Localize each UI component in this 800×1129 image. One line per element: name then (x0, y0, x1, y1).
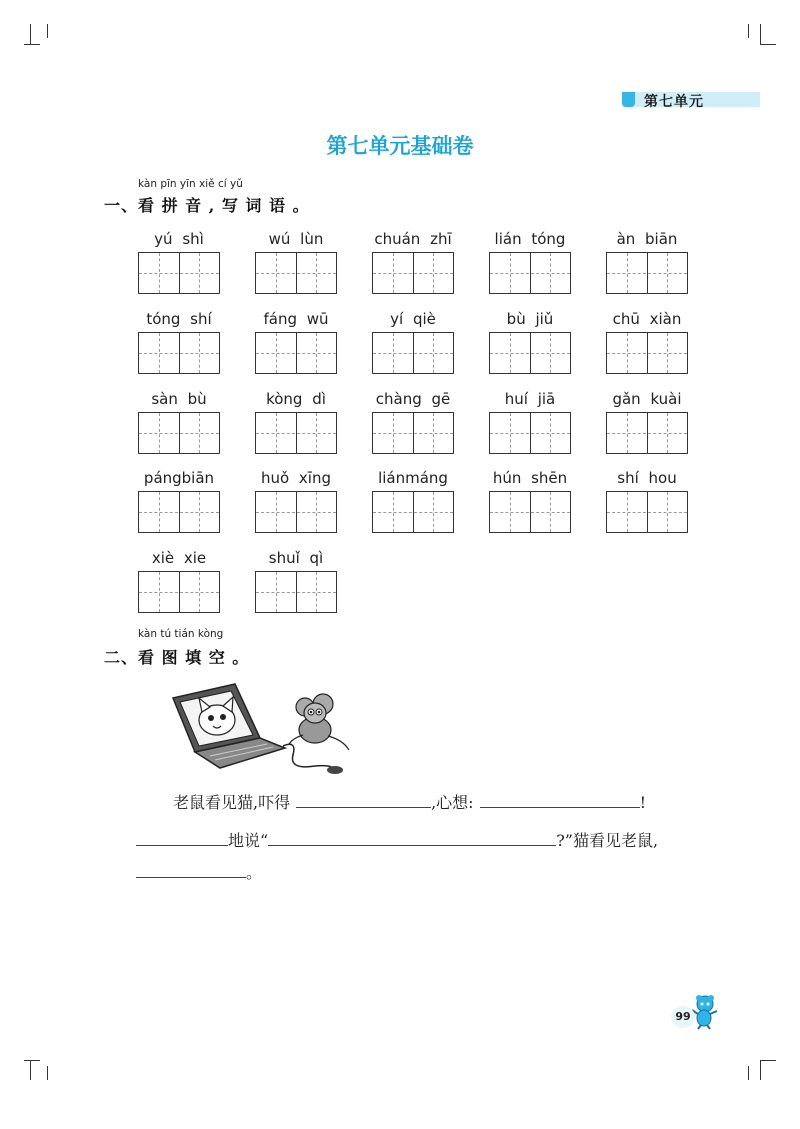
fill-line-3 (136, 860, 262, 883)
pinyin-label: àn biān (616, 230, 678, 248)
unit-tag (622, 92, 760, 110)
fill-text: 老鼠看见猫,吓得 (173, 793, 291, 812)
laptop-cat-mouse-illustration (165, 680, 355, 775)
word-cell (606, 310, 688, 374)
pinyin-label: kòng dì (266, 390, 326, 408)
word-cell (489, 469, 571, 533)
writing-box[interactable] (372, 491, 454, 533)
crop-mark (760, 1060, 776, 1061)
fill-text: ,心想: (431, 793, 474, 812)
word-cell (255, 230, 337, 294)
word-cell (489, 310, 571, 374)
pinyin-label: shí hou (617, 469, 677, 487)
writing-box[interactable] (138, 412, 220, 454)
fill-text: ! (639, 793, 647, 812)
writing-box[interactable] (606, 491, 688, 533)
fill-text: ?”猫看见老鼠, (556, 831, 659, 850)
mascot-icon (690, 994, 720, 1030)
unit-tag-marker (622, 92, 635, 107)
word-cell (138, 469, 220, 533)
word-cell (255, 469, 337, 533)
fill-text: 。 (246, 863, 263, 882)
section2-title: 二、看 图 填 空 。 (104, 648, 250, 667)
answer-blank[interactable] (296, 793, 431, 808)
crop-mark (760, 1060, 761, 1080)
pinyin-label: huǒ xīng (260, 469, 332, 487)
pinyin-label: gǎn kuài (612, 390, 682, 408)
section1-title: 一、看 拼 音 , 写 词 语 。 (104, 196, 310, 215)
crop-mark (748, 1066, 749, 1080)
crop-mark (24, 1060, 40, 1061)
word-cell (138, 310, 220, 374)
word-cell (489, 230, 571, 294)
answer-blank[interactable] (268, 831, 556, 846)
pinyin-label: sàn bù (151, 390, 207, 408)
fill-line-2 (136, 828, 658, 851)
fill-text: 地说“ (228, 831, 269, 850)
word-cell (138, 390, 220, 454)
pinyin-label: chàng gē (375, 390, 451, 408)
word-cell (138, 230, 220, 294)
writing-box[interactable] (255, 491, 337, 533)
word-cell (489, 390, 571, 454)
crop-mark (30, 1060, 31, 1080)
crop-mark (24, 44, 40, 45)
answer-blank[interactable] (136, 863, 246, 878)
pinyin-label: bù jiǔ (506, 310, 554, 328)
crop-mark (748, 24, 749, 38)
pinyin-label: chū xiàn (612, 310, 682, 328)
word-cell (255, 549, 337, 613)
word-cell (255, 310, 337, 374)
fill-line-1 (173, 790, 646, 813)
writing-box[interactable] (255, 571, 337, 613)
crop-mark (760, 44, 776, 45)
pinyin-label: fáng wū (263, 310, 329, 328)
pinyin-label: pángbiān (143, 469, 215, 487)
writing-box[interactable] (489, 252, 571, 294)
writing-box[interactable] (372, 252, 454, 294)
pinyin-label: wú lùn (268, 230, 324, 248)
pinyin-label: tóng shí (146, 310, 212, 328)
writing-box[interactable] (138, 571, 220, 613)
crop-mark (47, 24, 48, 38)
writing-box[interactable] (255, 332, 337, 374)
word-cell (255, 390, 337, 454)
crop-mark (47, 1066, 48, 1080)
writing-box[interactable] (255, 252, 337, 294)
writing-box[interactable] (489, 332, 571, 374)
pinyin-label: shuǐ qì (268, 549, 324, 567)
word-cell (606, 390, 688, 454)
pinyin-label: lián tóng (494, 230, 566, 248)
writing-box[interactable] (138, 332, 220, 374)
pinyin-label: hún shēn (492, 469, 568, 487)
word-cell (372, 310, 454, 374)
writing-box[interactable] (489, 491, 571, 533)
writing-box[interactable] (606, 252, 688, 294)
answer-blank[interactable] (136, 831, 228, 846)
writing-box[interactable] (138, 491, 220, 533)
page-number: 99 (671, 1006, 695, 1028)
writing-box[interactable] (489, 412, 571, 454)
writing-box[interactable] (372, 412, 454, 454)
pinyin-label: liánmáng (378, 469, 448, 487)
pinyin-label: yú shì (154, 230, 204, 248)
word-cell (606, 469, 688, 533)
word-cell (606, 230, 688, 294)
section2-pinyin: kàn tú tián kòng (138, 628, 224, 640)
page-title: 第七单元基础卷 (326, 134, 474, 158)
word-cell (372, 230, 454, 294)
writing-box[interactable] (255, 412, 337, 454)
word-cell (372, 390, 454, 454)
pinyin-label: yí qiè (390, 310, 436, 328)
word-cell (372, 469, 454, 533)
crop-mark (760, 24, 761, 44)
pinyin-label: chuán zhī (374, 230, 452, 248)
writing-box[interactable] (138, 252, 220, 294)
pinyin-label: xiè xie (151, 549, 207, 567)
word-cell (138, 549, 220, 613)
writing-box[interactable] (606, 412, 688, 454)
writing-box[interactable] (606, 332, 688, 374)
pinyin-label: huí jiā (504, 390, 556, 408)
crop-mark (30, 24, 31, 44)
section1-pinyin: kàn pīn yīn xiě cí yǔ (138, 178, 243, 190)
unit-tag-label: 第七单元 (644, 94, 704, 110)
writing-box[interactable] (372, 332, 454, 374)
answer-blank[interactable] (480, 793, 640, 808)
